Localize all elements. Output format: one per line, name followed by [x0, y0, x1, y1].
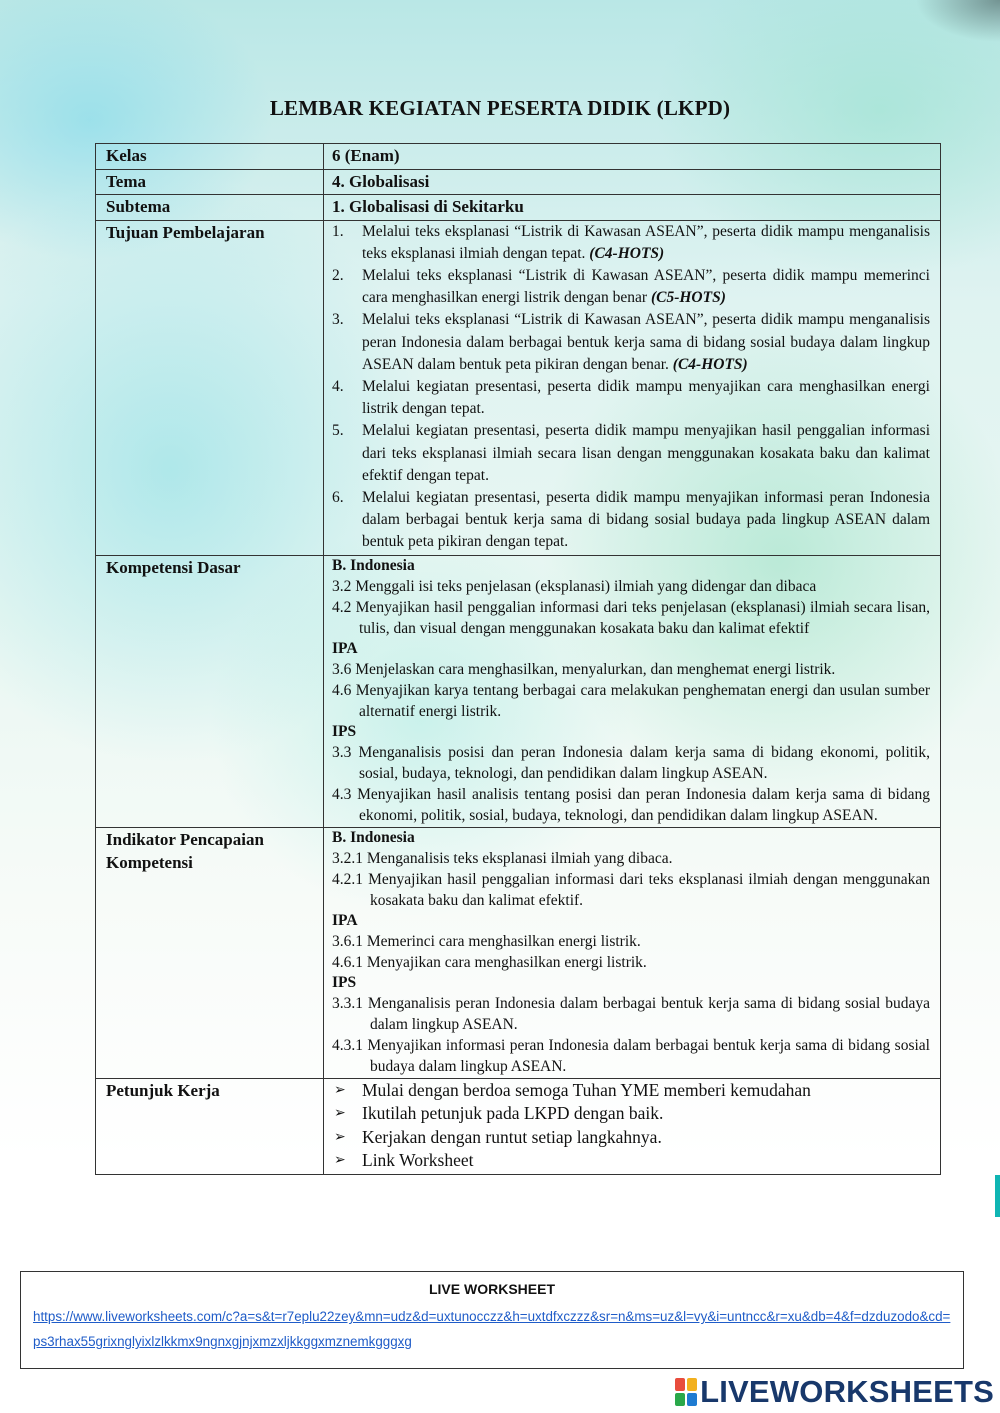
lkpd-table — [95, 143, 941, 1175]
kompetensi-content — [324, 555, 941, 827]
arrow-bullet-icon: ➢ — [334, 1152, 346, 1169]
subject-heading: IPS — [332, 973, 357, 991]
petunjuk-item: ➢ Mulai dengan berdoa semoga Tuhan YME memberi kemudahan — [332, 1079, 930, 1103]
live-worksheet-box — [20, 1271, 964, 1369]
kd-item: 4.2 Menyajikan hasil penggalian informasi dari teks penjelasan (eksplanasi) ilmiah secara lisan, tulis, dan visual dengan menggunakan kosakata baku dan kalimat efektif — [332, 598, 930, 637]
logo-text: LIVEWORKSHEETS — [700, 1374, 994, 1409]
petunjuk-item: ➢ Kerjakan dengan runtut setiap langkahnya. — [332, 1126, 930, 1150]
tujuan-item: 4. Melalui kegiatan presentasi, peserta didik mampu menyajikan cara menghasilkan energi listrik dengan tepat. — [332, 377, 930, 418]
tujuan-item: 1. Melalui teks eksplanasi “Listrik di Kawasan ASEAN”, peserta didik mampu menganalisis teks eksplanasi ilmiah dengan tepat. (C4-HOTS) — [332, 222, 930, 262]
ipk-item: 3.2.1 Menganalisis teks eksplanasi ilmiah yang dibaca. — [332, 849, 673, 867]
kd-item: 3.6 Menjelaskan cara menghasilkan, menyalurkan, dan menghemat energi listrik. — [332, 660, 836, 678]
label-indikator: Indikator Pencapaian Kompetensi — [96, 827, 324, 1078]
value-tema: 4. Globalisasi — [324, 169, 941, 195]
petunjuk-item: ➢ Link Worksheet — [332, 1149, 930, 1173]
tujuan-list — [324, 220, 941, 555]
tujuan-item: 6. Melalui kegiatan presentasi, peserta didik mampu menyajikan informasi peran Indonesia dalam berbagai bentuk kerja sama di bidang sosial budaya pada lingkup ASEAN dalam bentuk peta pikiran dengan tepat. — [332, 488, 930, 551]
ipk-item: 3.6.1 Memerinci cara menghasilkan energi listrik. — [332, 932, 641, 950]
row-kelas — [96, 144, 941, 170]
label-kompetensi: Kompetensi Dasar — [96, 555, 324, 827]
subject-heading: B. Indonesia — [332, 556, 415, 574]
petunjuk-item: ➢ Ikutilah petunjuk pada LKPD dengan baik. — [332, 1102, 930, 1126]
label-kelas: Kelas — [96, 144, 324, 170]
kd-item: 4.3 Menyajikan hasil analisis tentang posisi dan peran Indonesia dalam kerja sama di bidang ekonomi, politik, sosial, budaya, teknologi, dan pendidikan dalam lingkup ASEAN. — [332, 785, 930, 824]
subject-heading: IPA — [332, 639, 358, 657]
side-tab[interactable] — [995, 1175, 1000, 1217]
indikator-content — [324, 827, 941, 1078]
background-decoration — [850, 0, 1000, 70]
kd-item: 4.6 Menyajikan karya tentang berbagai cara melakukan penghematan energi dan usulan sumber alternatif energi listrik. — [332, 681, 930, 720]
page-title: LEMBAR KEGIATAN PESERTA DIDIK (LKPD) — [269, 96, 731, 120]
arrow-bullet-icon: ➢ — [334, 1105, 346, 1122]
worksheet-link[interactable]: https://www.liveworksheets.com/c?a=s&t=r7eplu22zey&mn=udz&d=uxtunocczz&h=uxtdfxczzz&sr=n&ms=uz&l=vy&i=untncc&r=xu&db=4&f=dzduzodo&cd=ps3rhax55grixnglyixlzlkkmx9ngnxgjnjxmzxljkkggxmznemkgggxg — [33, 1309, 951, 1349]
arrow-bullet-icon: ➢ — [334, 1081, 346, 1098]
kd-item: 3.3 Menganalisis posisi dan peran Indonesia dalam kerja sama di bidang ekonomi, politik, sosial, budaya, teknologi, dan pendidikan dalam lingkup ASEAN. — [332, 743, 930, 782]
label-tema: Tema — [96, 169, 324, 195]
row-indikator — [96, 827, 941, 1078]
petunjuk-list — [324, 1078, 941, 1174]
row-tujuan — [96, 220, 941, 555]
row-kompetensi — [96, 555, 941, 827]
ipk-item: 4.6.1 Menyajikan cara menghasilkan energi listrik. — [332, 953, 647, 971]
row-subtema — [96, 195, 941, 221]
live-worksheet-title: LIVE WORKSHEET — [428, 1281, 555, 1297]
row-tema — [96, 169, 941, 195]
kd-item: 3.2 Menggali isi teks penjelasan (eksplanasi) ilmiah yang didengar dan dibaca — [332, 577, 817, 595]
arrow-bullet-icon: ➢ — [334, 1128, 346, 1145]
subject-heading: IPS — [332, 722, 357, 740]
subject-heading: IPA — [332, 911, 358, 929]
ipk-item: 4.3.1 Menyajikan informasi peran Indonesia dalam berbagai bentuk kerja sama di bidang sosial budaya dalam lingkup ASEAN. — [332, 1036, 930, 1075]
tujuan-item: 3. Melalui teks eksplanasi “Listrik di Kawasan ASEAN”, peserta didik mampu menganalisis peran Indonesia dalam berbagai bentuk kerja sama di bidang sosial budaya dalam lingkup ASEAN dalam bentuk peta pikiran dengan benar. (C4-HOTS) — [332, 311, 930, 373]
value-subtema: 1. Globalisasi di Sekitarku — [324, 195, 941, 221]
tujuan-item: 5. Melalui kegiatan presentasi, peserta didik mampu menyajikan hasil penggalian informasi dari teks eksplanasi ilmiah secara lisan dengan menggunakan kosakata baku dan kalimat efektif dengan tepat. — [332, 422, 930, 484]
liveworksheets-logo-icon — [675, 1378, 697, 1406]
row-petunjuk — [96, 1078, 941, 1174]
ipk-item: 4.2.1 Menyajikan hasil penggalian informasi dari teks eksplanasi ilmiah dengan menggunakan kosakata baku dan kalimat efektif. — [332, 870, 930, 909]
subject-heading: B. Indonesia — [332, 828, 415, 846]
ipk-item: 3.3.1 Menganalisis peran Indonesia dalam berbagai bentuk kerja sama di bidang sosial budaya dalam lingkup ASEAN. — [332, 994, 930, 1033]
tujuan-item: 2. Melalui teks eksplanasi “Listrik di Kawasan ASEAN”, peserta didik mampu memerinci cara menghasilkan energi listrik dengan benar (C5-HOTS) — [332, 266, 930, 307]
label-subtema: Subtema — [96, 195, 324, 221]
label-petunjuk: Petunjuk Kerja — [96, 1078, 324, 1174]
value-kelas: 6 (Enam) — [324, 144, 941, 170]
liveworksheets-logo[interactable] — [675, 1374, 994, 1410]
label-tujuan: Tujuan Pembelajaran — [96, 220, 324, 555]
